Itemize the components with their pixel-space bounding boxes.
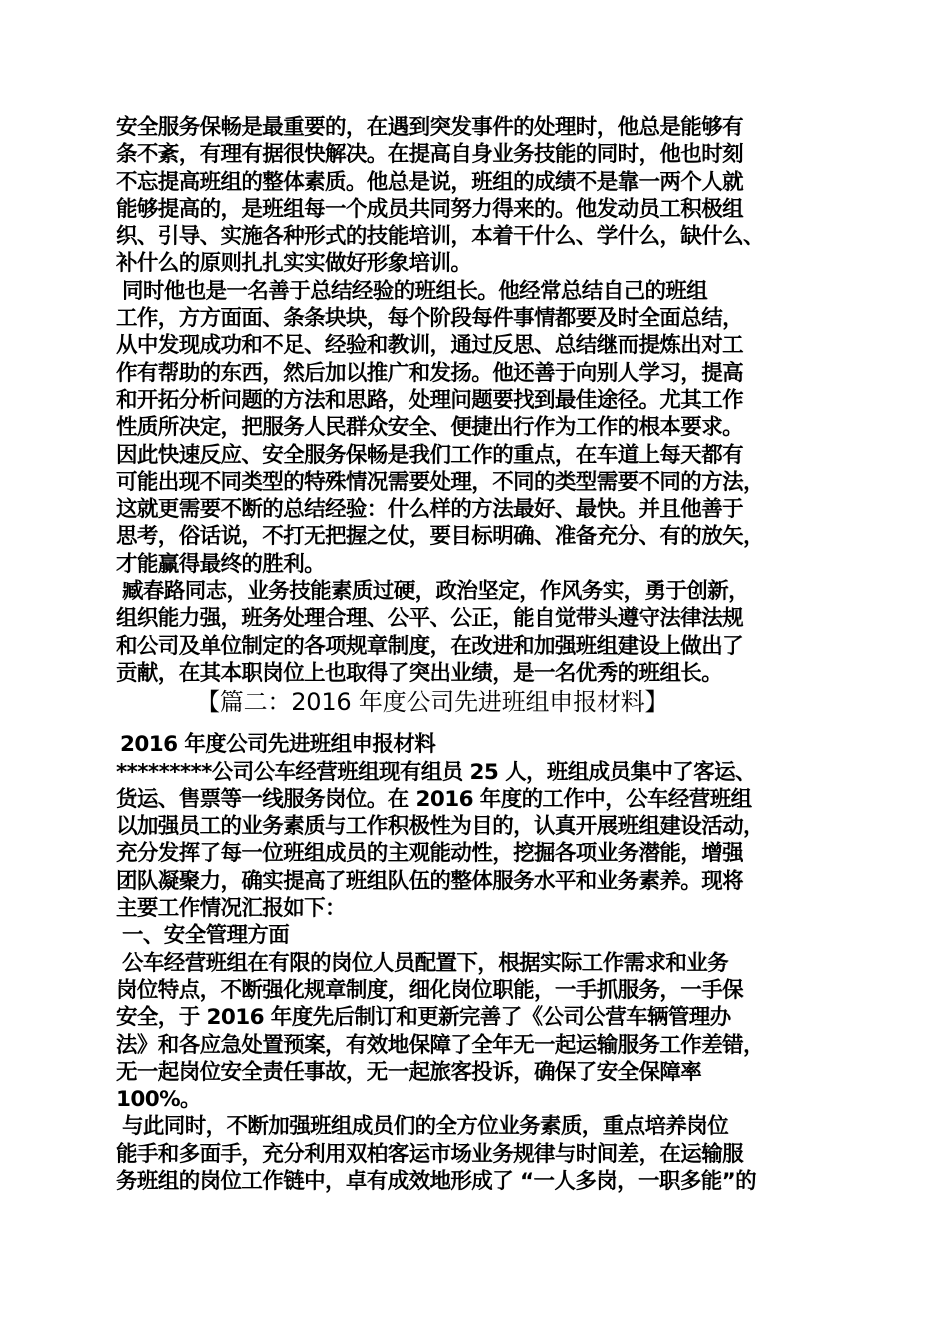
text-line: 从中发现成功和不足、经验和教训，通过反思、总结继而提炼出对工 [116,333,744,359]
text-line: 与此同时，不断加强班组成员们的全方位业务素质，重点培养岗位 [122,1114,729,1140]
paragraph-3 [116,578,844,687]
document-page [116,114,844,1195]
paragraph-5 [116,950,844,1114]
text-line: 可能出现不同类型的特殊情况需要处理，不同的类型需要不同的方法， [116,469,764,495]
text-line: 贡献，在其本职岗位上也取得了突出业绩，是一名优秀的班组长。 [116,660,723,686]
text-line: 性质所决定，把服务人民群众安全、便捷出行作为工作的根本要求。 [116,415,744,441]
text-line: 法》和各应急处置预案，有效地保障了全年无一起运输服务工作差错， [116,1032,764,1058]
subsection-title: 一、安全管理方面 [122,923,290,949]
text-line: 主要工作情况汇报如下： [116,896,346,922]
text-line: 安全，于 2016 年度先后制订和更新完善了《公司公营车辆管理办 [116,1005,731,1031]
text-line: 安全服务保畅是最重要的，在遇到突发事件的处理时，他总是能够有 [116,115,744,140]
paragraph-4 [116,759,844,923]
text-line: 和公司及单位制定的各项规章制度，在改进和加强班组建设上做出了 [116,633,744,659]
text-line: 织、引导、实施各种形式的技能培训，本着干什么、学什么，缺什么、 [116,224,764,250]
text-line: 团队凝聚力，确实提高了班组队伍的整体服务水平和业务素养。现将 [116,868,744,894]
text-line: 充分发挥了每一位班组成员的主观能动性，挖掘各项业务潜能，增强 [116,841,744,867]
section-heading: 【篇二：2016 年度公司先进班组申报材料】 [196,688,669,717]
text-line: 因此快速反应、安全服务保畅是我们工作的重点，在车道上每天都有 [116,442,744,468]
text-line: 工作，方方面面、条条块块，每个阶段每件事情都要及时全面总结， [116,306,744,332]
text-line: 务班组的岗位工作链中，卓有成效地形成了 “一人多岗，一职多能”的 [116,1168,757,1194]
text-line: *********公司公车经营班组现有组员 25 人，班组成员集中了客运、 [116,759,756,785]
text-line: 100%。 [116,1087,201,1113]
text-line: 这就更需要不断的总结经验：什么样的方法最好、最快。并且他善于 [116,497,744,523]
text-line: 条不紊，有理有据很快解决。在提高自身业务技能的同时，他也时刻 [116,142,744,168]
text-line: 同时他也是一名善于总结经验的班组长。他经常总结自己的班组 [122,278,708,304]
text-line: 货运、售票等一线服务岗位。在 2016 年度的工作中，公车经营班组 [116,786,752,812]
text-line: 无一起岗位安全责任事故，无一起旅客投诉，确保了安全保障率 [116,1059,702,1085]
text-line: 臧春路同志，业务技能素质过硬，政治坚定，作风务实，勇于创新， [122,579,750,605]
paragraph-2 [116,278,844,578]
text-line: 公车经营班组在有限的岗位人员配置下，根据实际工作需求和业务 [122,950,729,976]
paragraph-1 [116,114,844,278]
text-line: 以加强员工的业务素质与工作积极性为目的，认真开展班组建设活动， [116,814,764,840]
text-line: 能手和多面手，充分利用双柏客运市场业务规律与时间差，在运输服 [116,1141,744,1167]
text-line: 作有帮助的东西，然后加以推广和发扬。他还善于向别人学习，提高 [116,360,744,386]
text-line: 组织能力强，班务处理合理、公平、公正，能自觉带头遵守法律法规 [116,606,744,632]
text-line: 能够提高的，是班组每一个成员共同努力得来的。他发动员工积极组 [116,196,744,222]
text-line: 才能赢得最终的胜利。 [116,551,326,577]
text-line: 岗位特点，不断强化规章制度，细化岗位职能，一手抓服务，一手保 [116,977,744,1003]
text-line: 不忘提高班组的整体素质。他总是说，班组的成绩不是靠一两个人就 [116,169,744,195]
text-line: 思考，俗话说，不打无把握之仗，要目标明确、准备充分、有的放矢， [116,524,764,550]
paragraph-6 [116,1113,844,1195]
text-line: 补什么的原则扎扎实实做好形象培训。 [116,251,472,277]
text-line: 和开拓分析问题的方法和思路，处理问题要找到最佳途径。尤其工作 [116,387,744,413]
report-title: 2016 年度公司先进班组申报材料 [120,732,436,758]
